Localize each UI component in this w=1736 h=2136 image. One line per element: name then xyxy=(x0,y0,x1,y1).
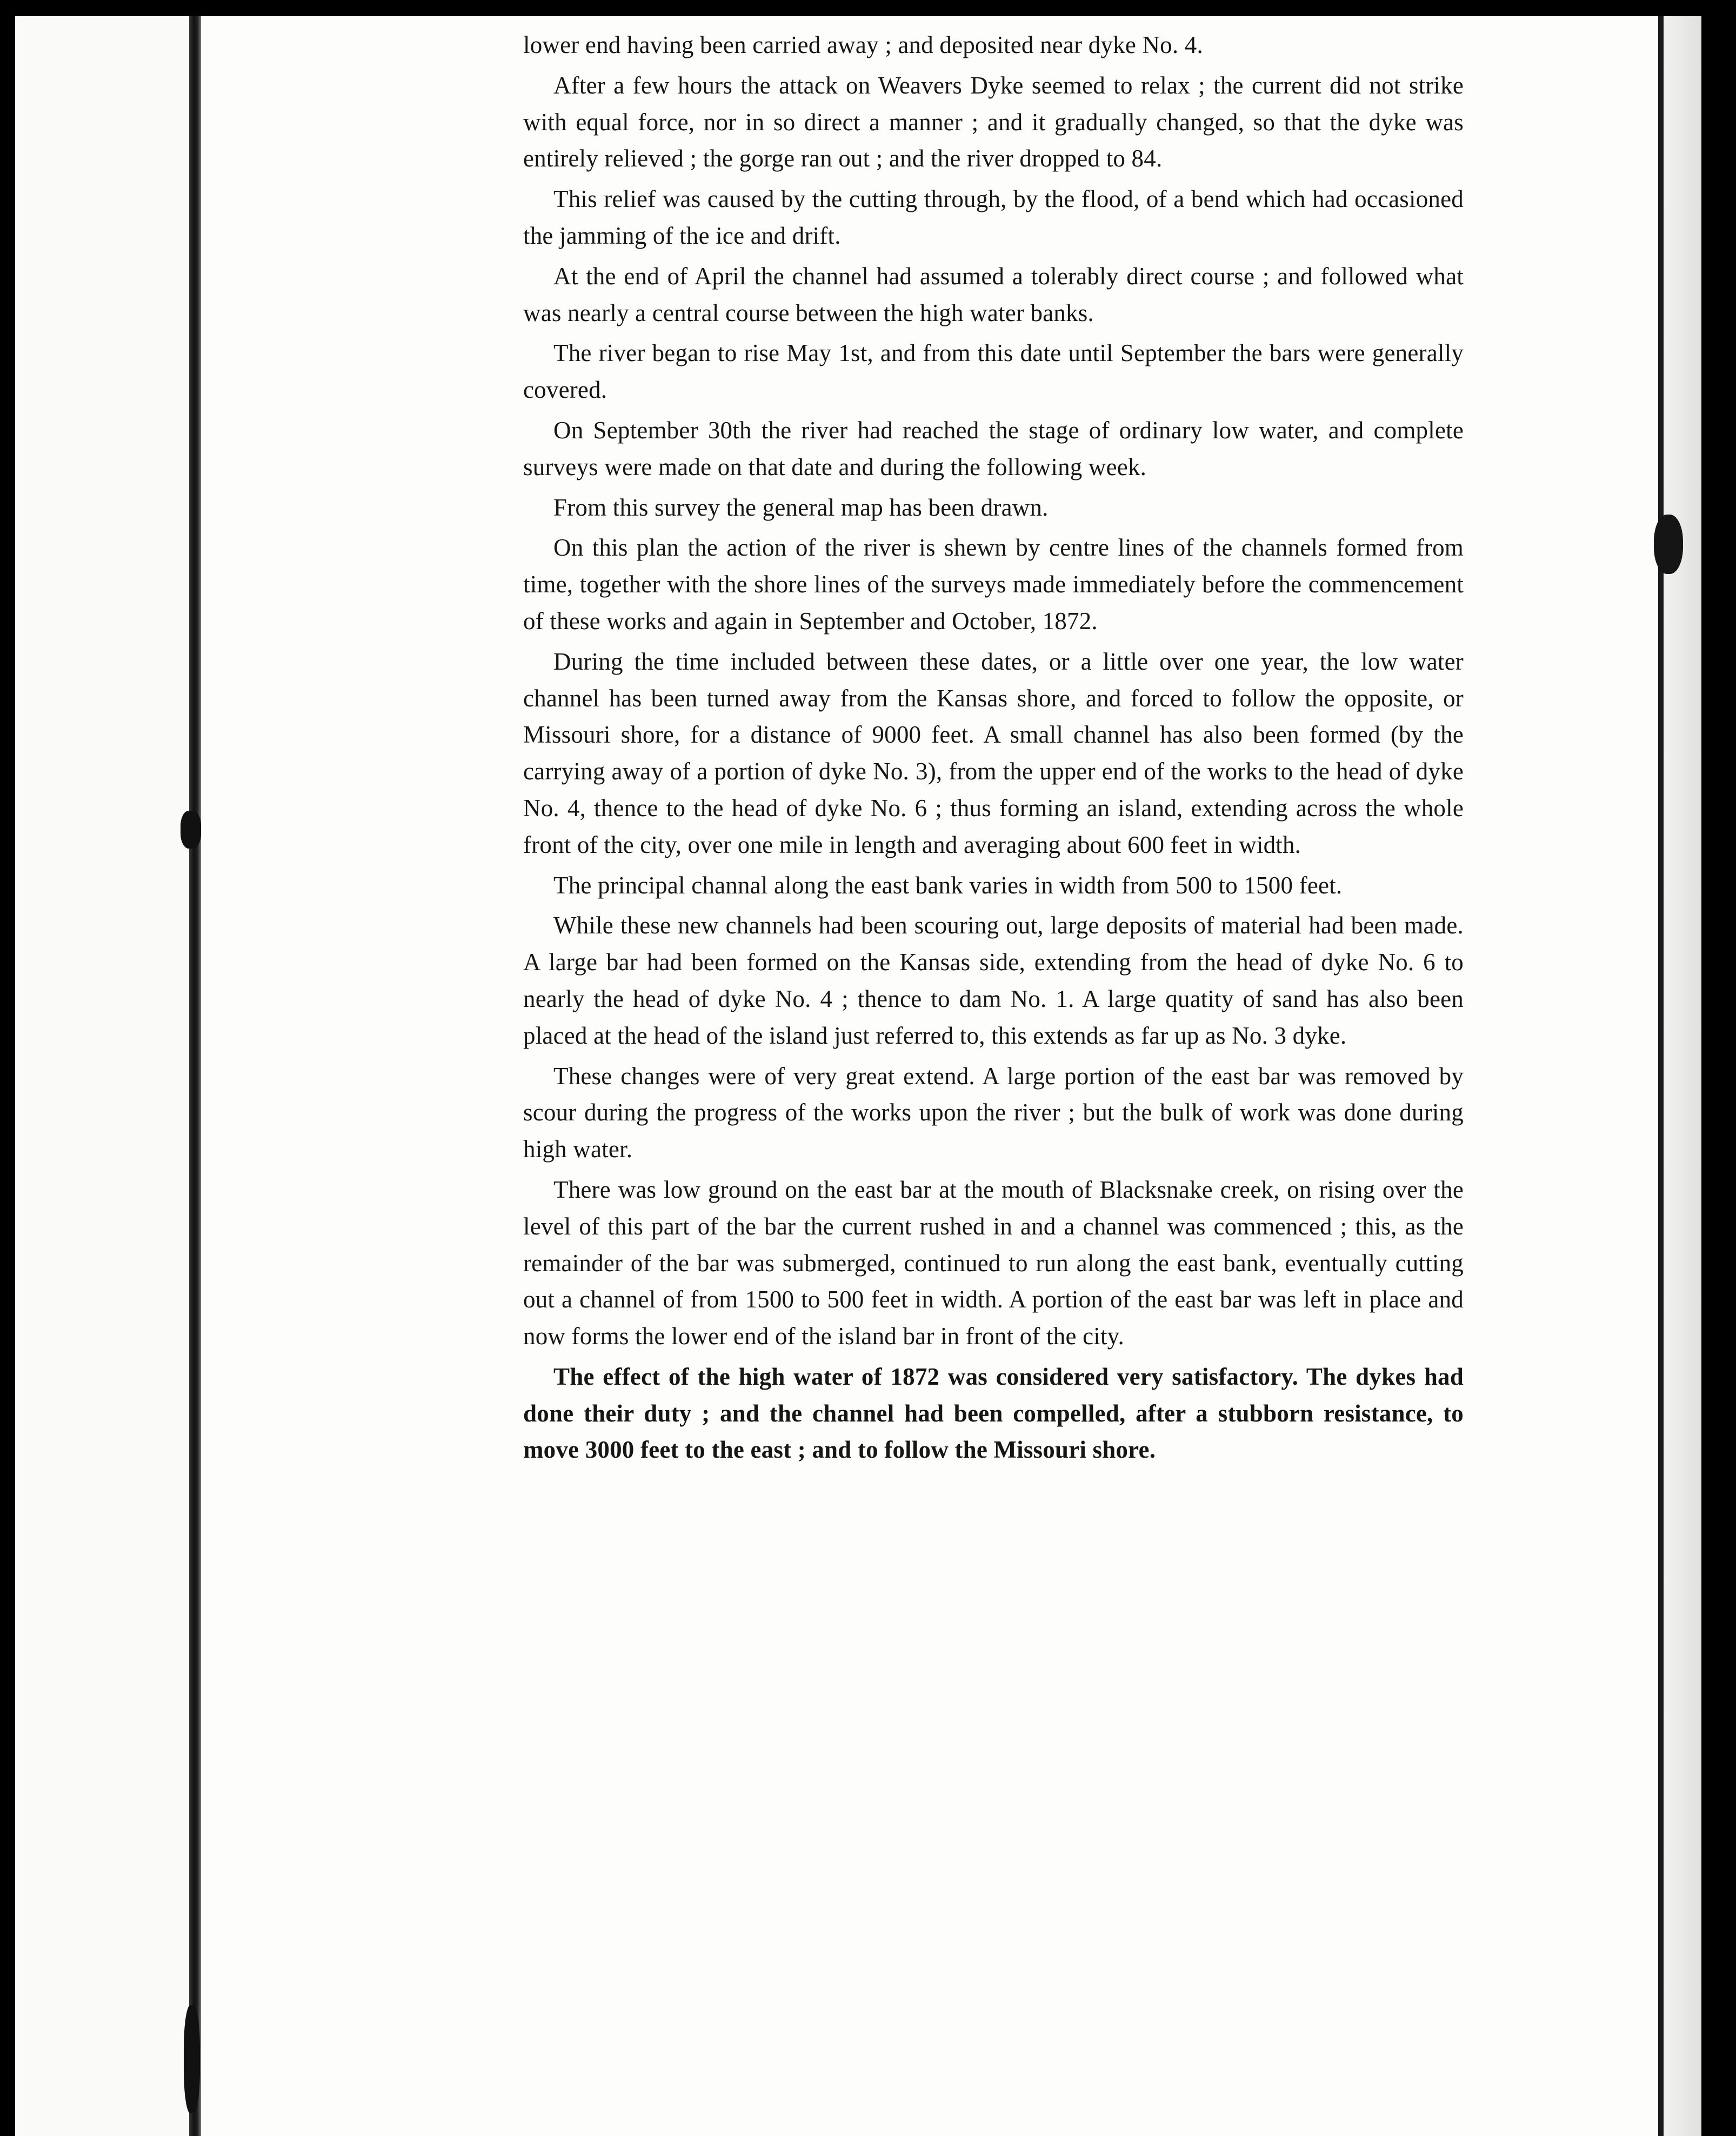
scanned-page xyxy=(15,16,1701,2136)
paragraph-4: At the end of April the channel had assumed a tolerably direct course ; and followed what was nearly a central course between the high water banks. xyxy=(523,262,1464,326)
document-body xyxy=(523,27,1464,1472)
paragraph-6: On September 30th the river had reached the stage of ordinary low water, and complete surveys were made on that date and during the following week. xyxy=(523,416,1464,480)
paragraph-10: The principal channal along the east bank varies in width from 500 to 1500 feet. xyxy=(553,871,1343,899)
paragraph-12: These changes were of very great extend. A large portion of the east bar was removed by scour during the progress of the works upon the river ; but the bulk of work was done during high water. xyxy=(523,1062,1464,1163)
edge-mark xyxy=(1654,515,1683,574)
paragraph-11: While these new channels had been scouring out, large deposits of material had been made. A large bar had been formed on the Kansas side, extending from the head of dyke No. 6 to nearly the head of dyke No. 4 ; thence to dam No. 1. A large quatity of sand has also been placed at the head of the island just referred to, this extends as far up as No. 3 dyke. xyxy=(523,912,1464,1049)
binding-mark xyxy=(181,811,201,849)
paragraph-3: This relief was caused by the cutting through, by the flood, of a bend which had occasioned the jamming of the ice and drift. xyxy=(523,185,1464,249)
paragraph-8: On this plan the action of the river is shewn by centre lines of the channels formed from time, together with the shore lines of the surveys made immediately before the commencement of these works and again in September and October, 1872. xyxy=(523,534,1464,635)
page-gutter xyxy=(15,16,199,2136)
page-right-edge xyxy=(1658,16,1701,2136)
binding-mark xyxy=(184,2005,200,2113)
binding-line xyxy=(189,16,201,2136)
paragraph-5: The river began to rise May 1st, and from this date until September the bars were generally covered. xyxy=(523,339,1464,404)
paragraph-7: From this survey the general map has been drawn. xyxy=(553,493,1049,521)
paragraph-2: After a few hours the attack on Weavers Dyke seemed to relax ; the current did not strike with equal force, nor in so direct a manner ; and it gradually changed, so that the dyke was entirely relieved ; the gorge ran out ; and the river dropped to 84. xyxy=(523,71,1464,172)
paragraph-13: There was low ground on the east bar at the mouth of Blacksnake creek, on rising over the level of this part of the bar the current rushed in and a channel was commenced ; this, as the remainder of the bar was submerged, continued to run along the east bank, eventually cutting out a channel of from 1500 to 500 feet in width. A portion of the east bar was left in place and now forms the lower end of the island bar in front of the city. xyxy=(523,1176,1464,1350)
paragraph-1: lower end having been carried away ; and deposited near dyke No. 4. xyxy=(523,31,1203,58)
paragraph-9: During the time included between these dates, or a little over one year, the low water channel has been turned away from the Kansas shore, and forced to follow the opposite, or Missouri shore, for a distance of 9000 feet. A small channel has also been formed (by the carrying away of a portion of dyke No. 3), from the upper end of the works to the head of dyke No. 4, thence to the head of dyke No. 6 ; thus forming an island, extending across the whole front of the city, over one mile in length and averaging about 600 feet in width. xyxy=(523,648,1464,858)
paragraph-14: The effect of the high water of 1872 was considered very satisfactory. The dykes had done their duty ; and the channel had been compelled, after a stubborn resistance, to move 3000 feet to the east ; and to follow the Missouri shore. xyxy=(523,1363,1464,1464)
